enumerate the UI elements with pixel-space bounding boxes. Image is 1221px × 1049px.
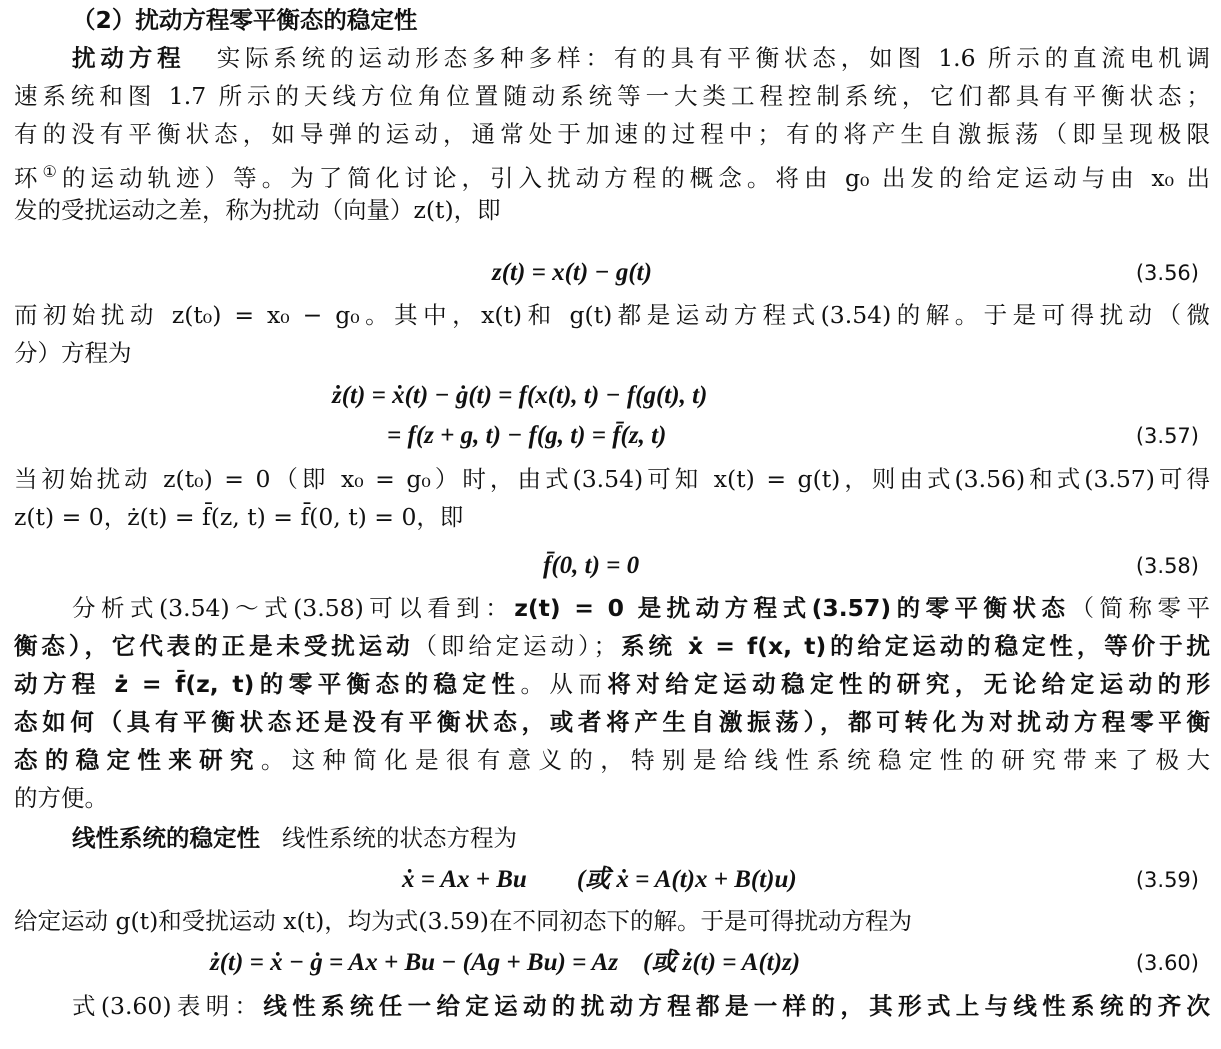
text-run: 环 [14,163,43,192]
paragraph-line [14,742,1210,778]
paragraph-line: 速系统和图 1.7 所示的天线方位角位置随动系统等一大类工程控制系统，它们都具有平衡状态； [14,82,1210,110]
text-run: 。这种简化是很有意义的，特别是给线性系统稳定性的研究带来了极大 [260,746,1211,774]
paragraph-line: 态如何（具有平衡状态还是没有平衡状态，或者将产生自激振荡），都可转化为对扰动方程零平衡 [14,708,1210,736]
text-run: 。从而 [520,670,608,698]
section-heading: （2）扰动方程零平衡态的稳定性 [72,6,418,34]
paragraph-line: z(t) = 0，ż(t) = f̄(z, t) = f̄(0, t) = 0，即 [14,503,464,531]
equation-number: (3.56) [1135,261,1199,285]
equation-3-60: ż(t) = ẋ − ġ = Ax + Bu − (Ag + Bu) = Az (或 ż(t) = A(t)z) [210,949,801,976]
paragraph-line [72,988,1210,1024]
text-run: 的运动轨迹）等。为了简化讨论，引入扰动方程的概念。将由 g₀ 出发的给定运动与由 x₀ 出 [61,163,1211,192]
paragraph-line: 当初始扰动 z(t₀) = 0（即 x₀ = g₀）时，由式(3.54)可知 x(t) = g(t)，则由式(3.56)和式(3.57)可得 [14,465,1210,493]
paragraph-line [14,628,1210,664]
text-run: 式(3.60)表明： [72,992,264,1020]
paragraph-line [14,666,1210,702]
paragraph-line: 有的没有平衡状态，如导弹的运动，通常处于加速的过程中；有的将产生自激振荡（即呈现极限 [14,120,1210,148]
bold-run: 线性系统任一给定运动的扰动方程都是一样的，其形式上与线性系统的齐次 [263,992,1210,1020]
paragraph-line [14,154,1210,196]
equation-number: (3.59) [1135,868,1199,892]
equation-3-56: z(t) = x(t) − g(t) [492,259,652,286]
bold-run: 将对给定运动稳定性的研究，无论给定运动的形 [607,670,1211,698]
bold-run: 动方程 ż = f̄(z, t)的零平衡态的稳定性 [14,670,521,698]
equation-3-57-line1: ż(t) = ẋ(t) − ġ(t) = f(x(t), t) − f(g(t), t) [332,382,708,409]
equation-3-58: f̄(0, t) = 0 [543,552,640,579]
paragraph-line [72,820,1210,856]
equation-number: (3.57) [1135,424,1199,448]
bold-run: 衡态），它代表的正是未受扰运动 [14,632,414,660]
equation-number: (3.58) [1135,554,1199,578]
equation-number: (3.60) [1135,951,1199,975]
text-run: （即给定运动）； [413,632,618,660]
equation-3-57-line2: = f(z + g, t) − f(g, t) = f̄(z, t) [387,422,667,449]
footnote-marker: ① [42,162,62,181]
term-label: 线性系统的稳定性 [72,824,260,852]
text-run: （简称零平 [1070,594,1210,622]
text-run: 分析式(3.54)～式(3.58)可以看到： [72,594,515,622]
paragraph-line: 而初始扰动 z(t₀) = x₀ − g₀。其中，x(t)和 g(t)都是运动方程式(3.54)的解。于是可得扰动（微 [14,301,1210,329]
text-run: 线性系统的状态方程为 [282,824,517,852]
bold-run: z(t) = 0 是扰动方程式(3.57)的零平衡状态 [514,594,1071,622]
bold-run: 系统 ẋ = f(x, t)的给定运动的稳定性，等价于扰 [617,632,1211,660]
equation-3-59: ẋ = Ax + Bu (或 ẋ = A(t)x + B(t)u) [402,866,797,893]
paragraph-line [72,40,1210,76]
paragraph-line: 分）方程为 [14,339,132,367]
bold-run: 态的稳定性来研究 [14,746,261,774]
text-run: 实际系统的运动形态多种多样：有的具有平衡状态，如图 1.6 所示的直流电机调 [211,44,1211,72]
term-label: 扰动方程 [72,44,186,72]
paragraph-line: 给定运动 g(t)和受扰运动 x(t)，均为式(3.59)在不同初态下的解。于是可得扰动方程为 [14,907,912,935]
paragraph-line: 发的受扰运动之差，称为扰动（向量）z(t)，即 [14,196,501,224]
paragraph-line: 的方便。 [14,784,108,812]
paragraph-line [72,590,1210,626]
